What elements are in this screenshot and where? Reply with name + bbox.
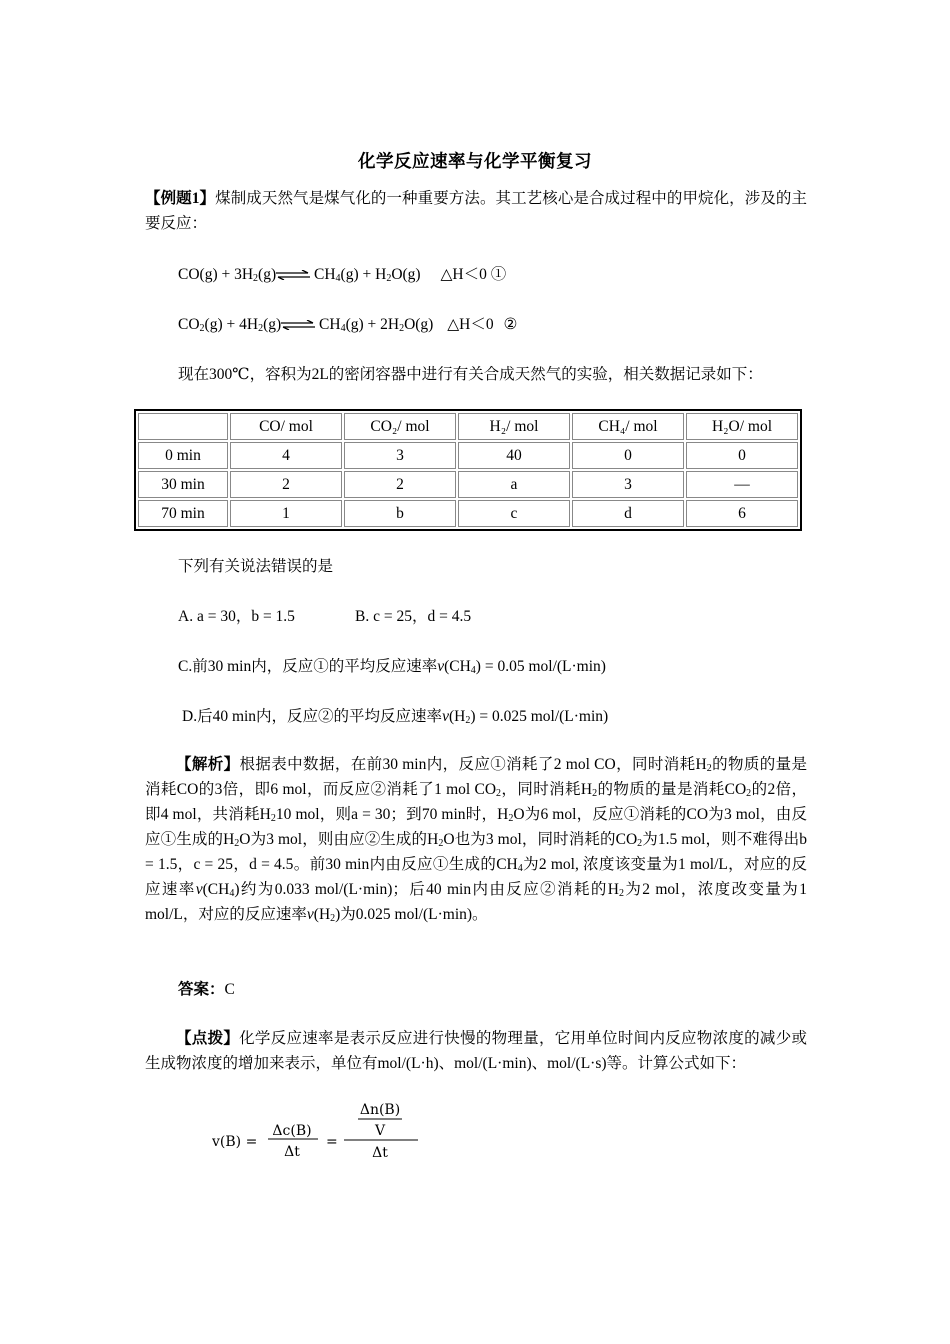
option-a: A. a = 30，b = 1.5 bbox=[178, 608, 295, 625]
table-cell: 1 bbox=[230, 500, 342, 527]
table-header-cell: CH₄/ mol bbox=[572, 413, 684, 440]
answer-label: 答案： bbox=[178, 981, 225, 998]
tip-label: 【点拨】 bbox=[176, 1030, 240, 1047]
tip-paragraph: 【点拨】化学反应速率是表示反应进行快慢的物理量，它用单位时间内反应物浓度的减少或生成物浓度的增加来表示，单位有mol/(L·h)、mol/(L·min)、mol/(L·s)等。计算公式如下： bbox=[145, 1030, 807, 1072]
option-d: D.后40 min内，反应②的平均反应速率$v(H_2) = 0.025$ mol/(L·min) bbox=[182, 708, 609, 726]
table-cell: 3 bbox=[344, 442, 456, 469]
reaction-1-number: ① bbox=[490, 266, 507, 283]
table-cell: 2 bbox=[230, 471, 342, 498]
enthalpy-2: △H＜0 bbox=[447, 316, 494, 333]
table-cell: b bbox=[344, 500, 456, 527]
table-cell: d bbox=[572, 500, 684, 527]
formula-denominator-1: Δt bbox=[284, 1144, 300, 1160]
option-c: C.前30 min内，反应①的平均反应速率$v(CH_4) = 0.05$ mol/(L·min) bbox=[178, 658, 606, 676]
answer-value: C bbox=[224, 981, 235, 998]
table-header-cell: H₂/ mol bbox=[458, 413, 570, 440]
table-header-cell bbox=[138, 413, 228, 440]
formula-denominator-2: Δt bbox=[372, 1145, 388, 1161]
table-header-cell: H₂O/ mol bbox=[686, 413, 798, 440]
table-cell: 0 bbox=[686, 442, 798, 469]
analysis-paragraph: 【解析】根据表中数据，在前30 min内，反应①消耗了2 mol CO，同时消耗$H_2$的物质的量是消耗CO的3倍，即6 mol，而反应②消耗了1 mol $CO_2$，同时消耗$H_2$的物质的量是消耗$CO_2$的2倍，即4 mol，共消耗$H_210$ mol，则a = 30；到70 min时，$H_2O$为6 mol，反应①消耗的CO为3 mol，由反应①生成的$H_2O$为3 mol，则由应②生成的$H_2O$也为3 mol，同时消耗的$CO_2$为1.5 mol，则不难得出b = 1.5，c = 25，d = 4.5。前30 min内由反应①生成的$CH_4$为2 mol, 浓度该变量为1 mol/L，对应的反应速率$v(CH_4)$约为0.033 mol/(L·min)；后40 min内由反应②消耗的$H_2$为2 mol，浓度改变量为1 mol/L，对应的反应速率$v(H_2)$为0.025 mol/(L·min)。 bbox=[145, 756, 807, 924]
table-row bbox=[138, 500, 798, 527]
table-cell: 2 bbox=[344, 471, 456, 498]
table-header-cell: CO/ mol bbox=[230, 413, 342, 440]
analysis-label: 【解析】 bbox=[176, 756, 240, 773]
rate-formula bbox=[212, 1098, 432, 1168]
table-cell: — bbox=[686, 471, 798, 498]
table-cell: 40 bbox=[458, 442, 570, 469]
data-table bbox=[134, 409, 802, 531]
reaction-2-number: ② bbox=[503, 316, 518, 333]
answer-line bbox=[178, 977, 235, 999]
formula-equals: = bbox=[326, 1134, 338, 1150]
table-header-cell: CO₂/ mol bbox=[344, 413, 456, 440]
enthalpy-1: △H＜0 bbox=[440, 266, 487, 283]
example-intro: 【例题1】煤制成天然气是煤气化的一种重要方法。其工艺核心是合成过程中的甲烷化，涉及的主要反应： bbox=[145, 190, 807, 232]
table-cell: 70 min bbox=[138, 500, 228, 527]
reaction-1: $CO(g) + 3H_2(g) CH_4(g) + H_2O(g)$ △H＜0 ① bbox=[178, 266, 507, 284]
example-label: 【例题1】 bbox=[145, 190, 216, 207]
table-cell: 0 min bbox=[138, 442, 228, 469]
table-row bbox=[138, 442, 798, 469]
formula-lhs: v(B) = bbox=[212, 1134, 258, 1150]
page-title: 化学反应速率与化学平衡复习 bbox=[358, 151, 592, 171]
table-cell: a bbox=[458, 471, 570, 498]
formula-numerator-2a: Δn(B) bbox=[359, 1102, 401, 1118]
equilibrium-arrow-icon bbox=[281, 320, 315, 330]
formula-numerator-1: Δc(B) bbox=[272, 1123, 312, 1139]
conditions-text: 现在300℃，容积为2L的密闭容器中进行有关合成天然气的实验，相关数据记录如下： bbox=[178, 366, 763, 383]
formula-numerator-2b: V bbox=[374, 1123, 386, 1139]
table-row bbox=[138, 471, 798, 498]
table-header-row bbox=[138, 413, 798, 440]
table-cell: 0 bbox=[572, 442, 684, 469]
table-cell: c bbox=[458, 500, 570, 527]
table-cell: 3 bbox=[572, 471, 684, 498]
table-cell: 6 bbox=[686, 500, 798, 527]
table-cell: 30 min bbox=[138, 471, 228, 498]
equilibrium-arrow-icon bbox=[276, 270, 310, 280]
table-cell: 4 bbox=[230, 442, 342, 469]
question-text: 下列有关说法错误的是 bbox=[178, 558, 334, 575]
reaction-2: $CO_2(g) + 4H_2(g) CH_4(g) + 2H_2O(g)$ △H＜0 ② bbox=[178, 316, 518, 334]
option-b: B. c = 25，d = 4.5 bbox=[355, 608, 472, 625]
